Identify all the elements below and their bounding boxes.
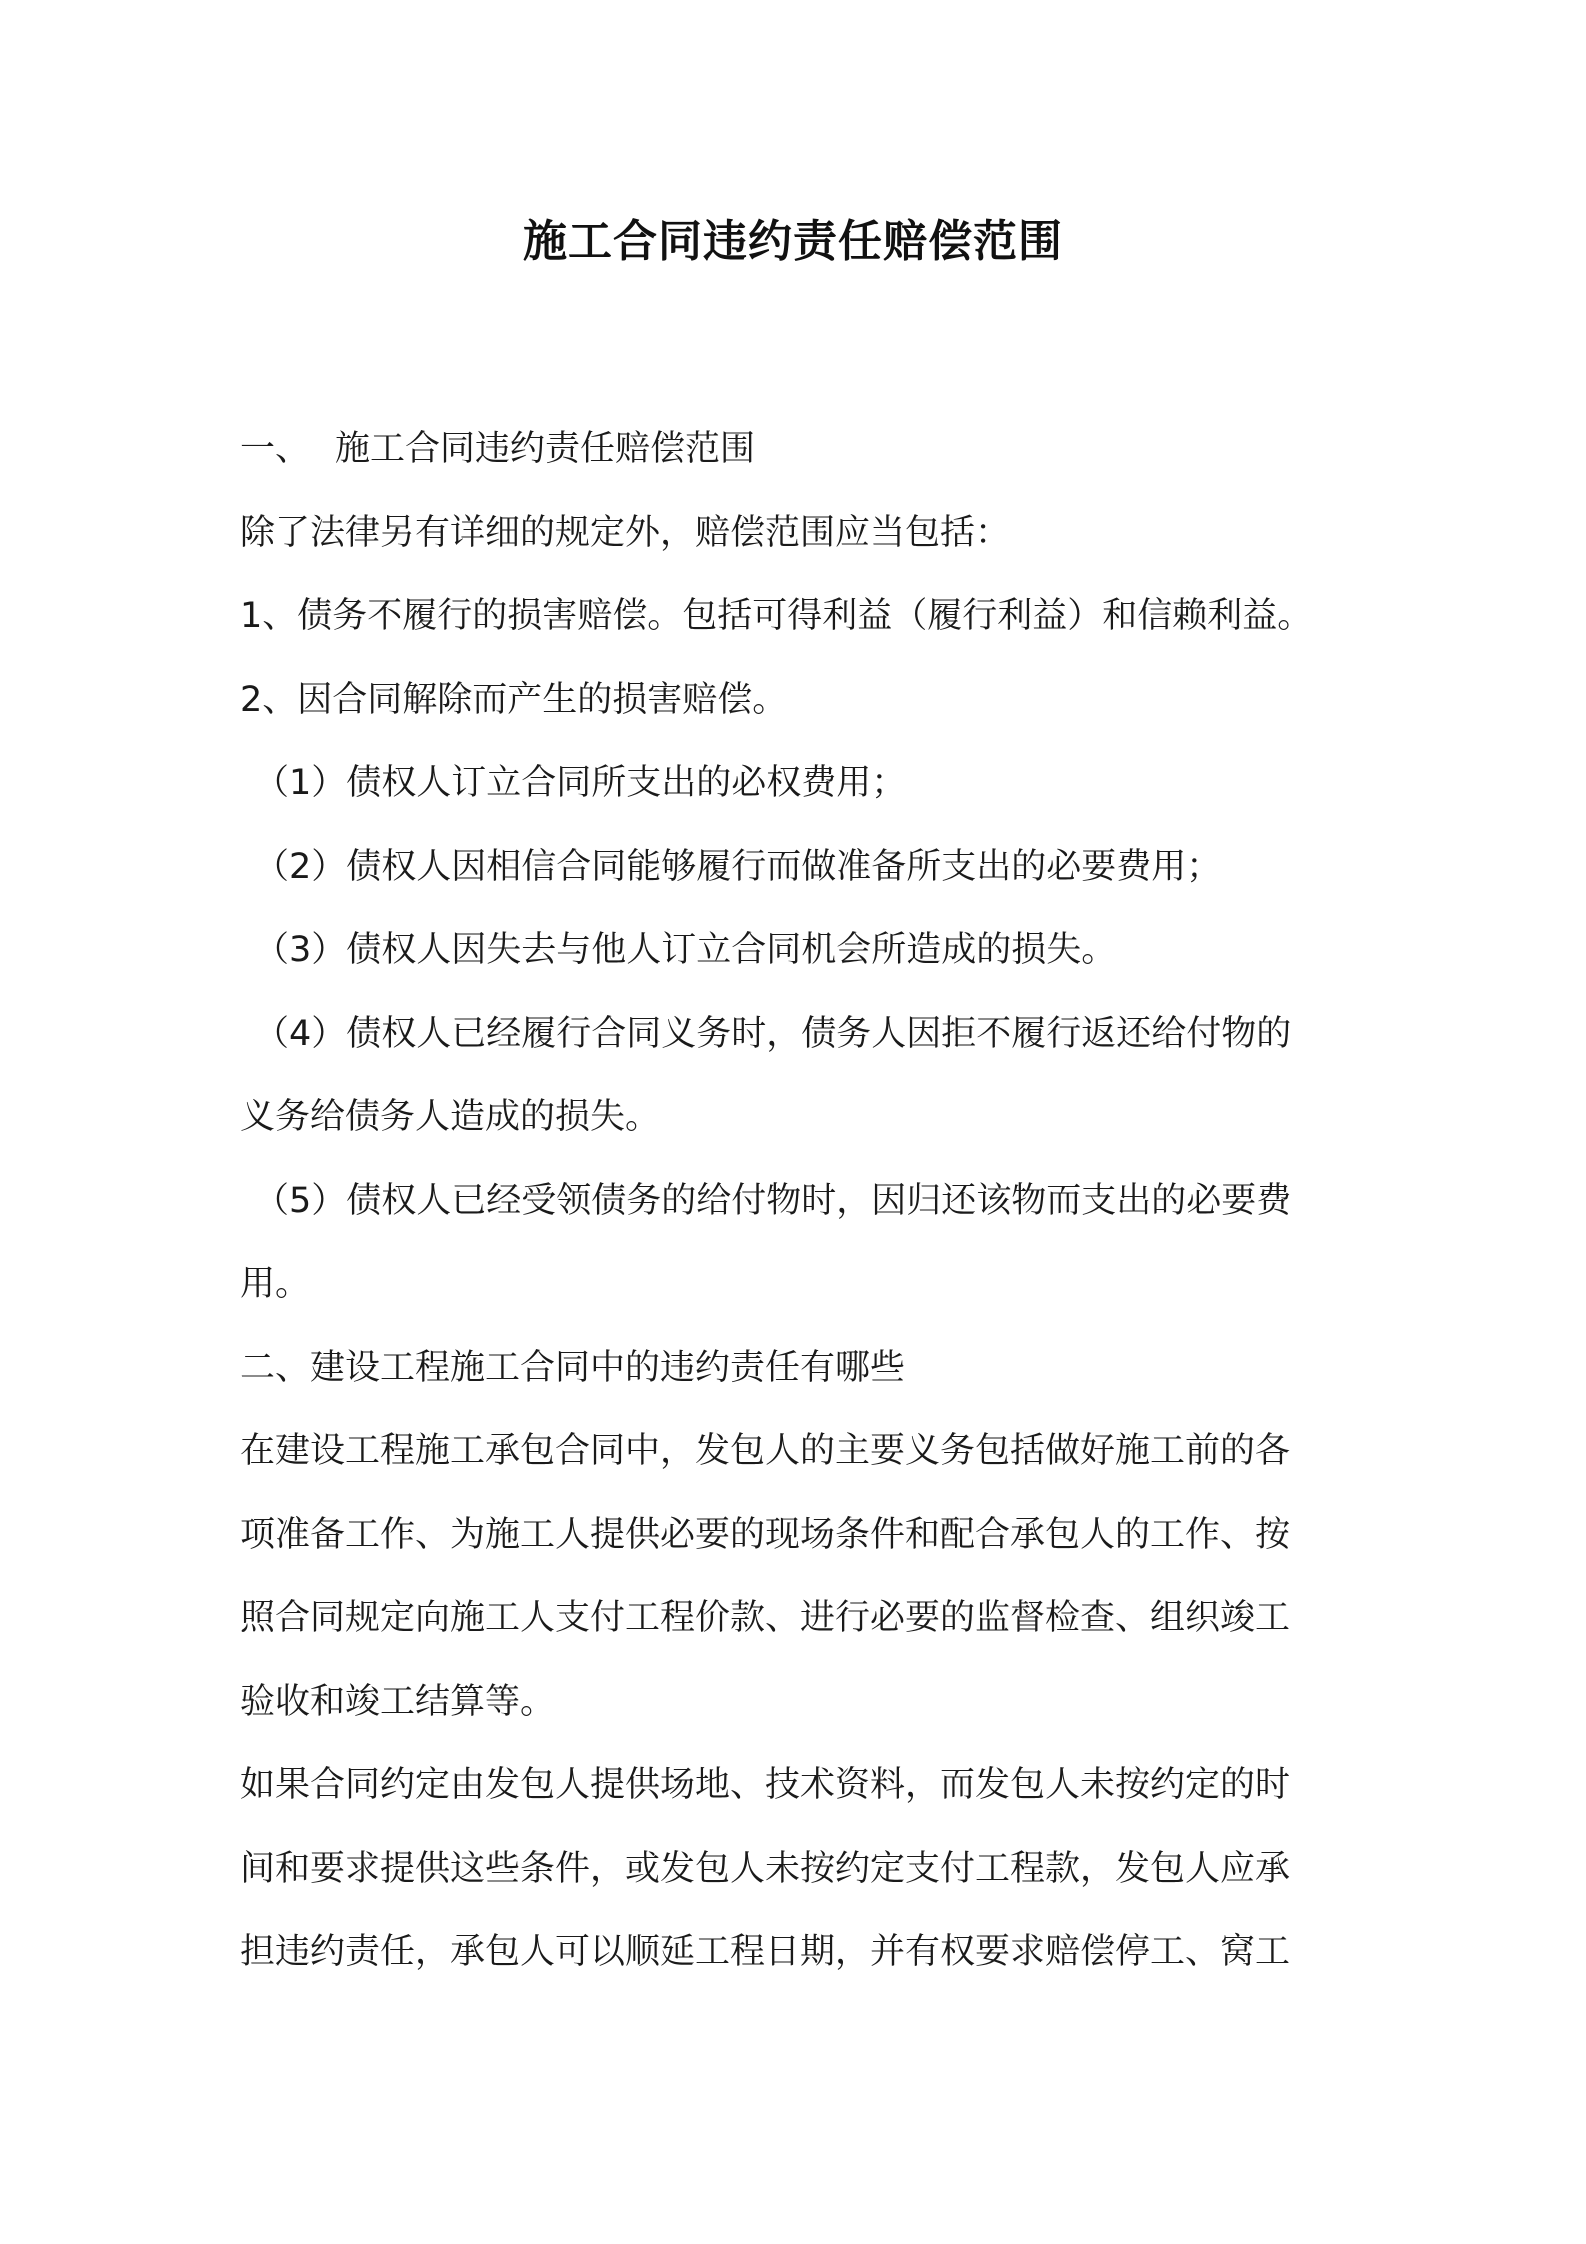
- section-heading-2: 二、建设工程施工合同中的违约责任有哪些: [240, 1347, 906, 1388]
- paragraph-line: 在建设工程施工承包合同中，发包人的主要义务包括做好施工前的各: [240, 1431, 1291, 1471]
- section-heading-1: [240, 408, 1390, 492]
- document-body: [240, 408, 1390, 1995]
- sub-list-item: （5）债权人已经受领债务的给付物时，因归还该物而支出的必要费: [254, 1180, 1292, 1221]
- paragraph-line: 间和要求提供这些条件，或发包人未按约定支付工程款，发包人应承: [240, 1848, 1291, 1889]
- list-item: 1、债务不履行的损害赔偿。包括可得利益（履行利益）和信赖利益。: [240, 596, 1313, 636]
- paragraph-line: 项准备工作、为施工人提供必要的现场条件和配合承包人的工作、按: [240, 1514, 1291, 1555]
- paragraph-line: 如果合同约定由发包人提供场地、技术资料，而发包人未按约定的时: [240, 1765, 1291, 1805]
- paragraph-line: 担违约责任，承包人可以顺延工程日期，并有权要求赔偿停工、窝工: [240, 1932, 1291, 1972]
- document-title: 施工合同违约责任赔偿范围: [523, 216, 1063, 267]
- list-item: 2、因合同解除而产生的损害赔偿。: [240, 679, 788, 720]
- sub-list-item: （3）债权人因失去与他人订立合同机会所造成的损失。: [254, 930, 1117, 970]
- sub-list-item: （1）债权人订立合同所支出的必权费用；: [254, 763, 907, 803]
- section-heading-text: 施工合同违约责任赔偿范围: [335, 429, 756, 469]
- paragraph-line: 义务给债务人造成的损失。: [240, 1097, 661, 1137]
- section-number: 一、: [240, 429, 311, 469]
- paragraph-line: 用。: [240, 1264, 311, 1304]
- sub-list-item: （4）债权人已经履行合同义务时，债务人因拒不履行返还给付物的: [254, 1013, 1292, 1054]
- paragraph-line: 照合同规定向施工人支付工程价款、进行必要的监督检查、组织竣工: [240, 1598, 1291, 1638]
- paragraph-line: 除了法律另有详细的规定外，赔偿范围应当包括：: [240, 512, 1011, 553]
- paragraph-line: 验收和竣工结算等。: [240, 1681, 556, 1722]
- sub-list-item: （2）债权人因相信合同能够履行而做准备所支出的必要费用；: [254, 846, 1222, 887]
